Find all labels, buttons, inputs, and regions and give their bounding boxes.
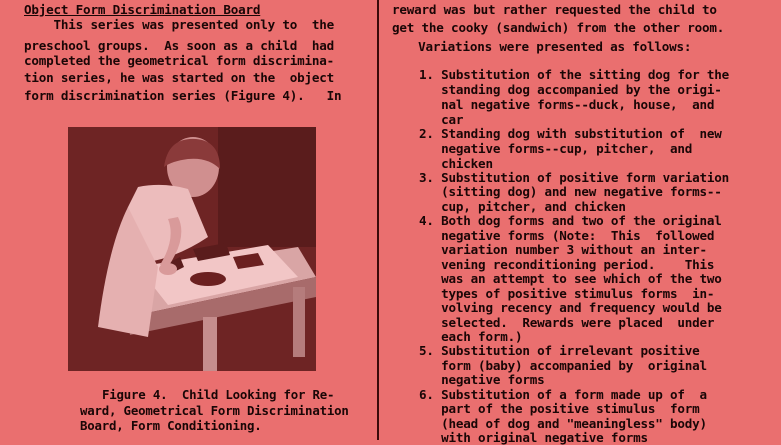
list-item: standing dog accompanied by the origi- <box>419 82 722 97</box>
list-item: 2. Standing dog with substitution of new <box>419 126 722 141</box>
list-item: part of the positive stimulus form <box>419 401 700 416</box>
list-item: volving recency and frequency would be <box>419 300 722 315</box>
paragraph-line: form discrimination series (Figure 4). In <box>24 88 342 103</box>
paragraph-line: completed the geometrical form discrimina- <box>24 53 335 68</box>
left-column <box>0 0 372 440</box>
paragraph-line: preschool groups. As soon as a child had <box>24 38 335 53</box>
list-item: negative forms <box>419 372 545 387</box>
list-item: 6. Substitution of a form made up of a <box>419 387 707 402</box>
caption-line: ward, Geometrical Form Discrimination <box>80 403 349 418</box>
list-item: 4. Both dog forms and two of the original <box>419 213 722 228</box>
paragraph-line: get the cooky (sandwich) from the other room. <box>392 20 725 35</box>
paragraph-line: reward was but rather requested the child to <box>392 2 717 17</box>
list-item: nal negative forms--duck, house, and <box>419 97 715 112</box>
list-item: variation number 3 without an inter- <box>419 242 707 257</box>
list-item: each form.) <box>419 329 523 344</box>
list-item: (sitting dog) and new negative forms-- <box>419 184 722 199</box>
list-item: with original negative forms <box>419 430 648 445</box>
list-item: cup, pitcher, and chicken <box>419 199 626 214</box>
caption-line: Board, Form Conditioning. <box>80 418 262 433</box>
list-item: types of positive stimulus forms in- <box>419 286 715 301</box>
list-item: (head of dog and "meaningless" body) <box>419 416 707 431</box>
list-item: was an attempt to see which of the two <box>419 271 722 286</box>
list-item: negative forms--cup, pitcher, and <box>419 141 693 156</box>
list-item: negative forms (Note: This followed <box>419 228 715 243</box>
list-item: 5. Substitution of irrelevant positive <box>419 343 700 358</box>
list-item: chicken <box>419 156 493 171</box>
column-divider <box>377 0 379 440</box>
list-item: 3. Substitution of positive form variation <box>419 170 730 185</box>
caption-line: Figure 4. Child Looking for Re- <box>102 387 335 402</box>
section-heading: Object Form Discrimination Board <box>24 2 261 17</box>
figure-4-photo <box>68 127 316 371</box>
list-item: 1. Substitution of the sitting dog for the <box>419 67 730 82</box>
list-item: form (baby) accompanied by original <box>419 358 707 373</box>
paragraph-line: tion series, he was started on the object <box>24 70 335 85</box>
list-item: selected. Rewards were placed under <box>419 315 715 330</box>
paragraph-line: Variations were presented as follows: <box>396 39 692 54</box>
list-item: car <box>419 112 464 127</box>
paragraph-line: This series was presented only to the <box>24 17 335 32</box>
list-item: vening reconditioning period. This <box>419 257 715 272</box>
right-column <box>382 0 781 445</box>
child-at-board-illustration <box>68 127 316 371</box>
